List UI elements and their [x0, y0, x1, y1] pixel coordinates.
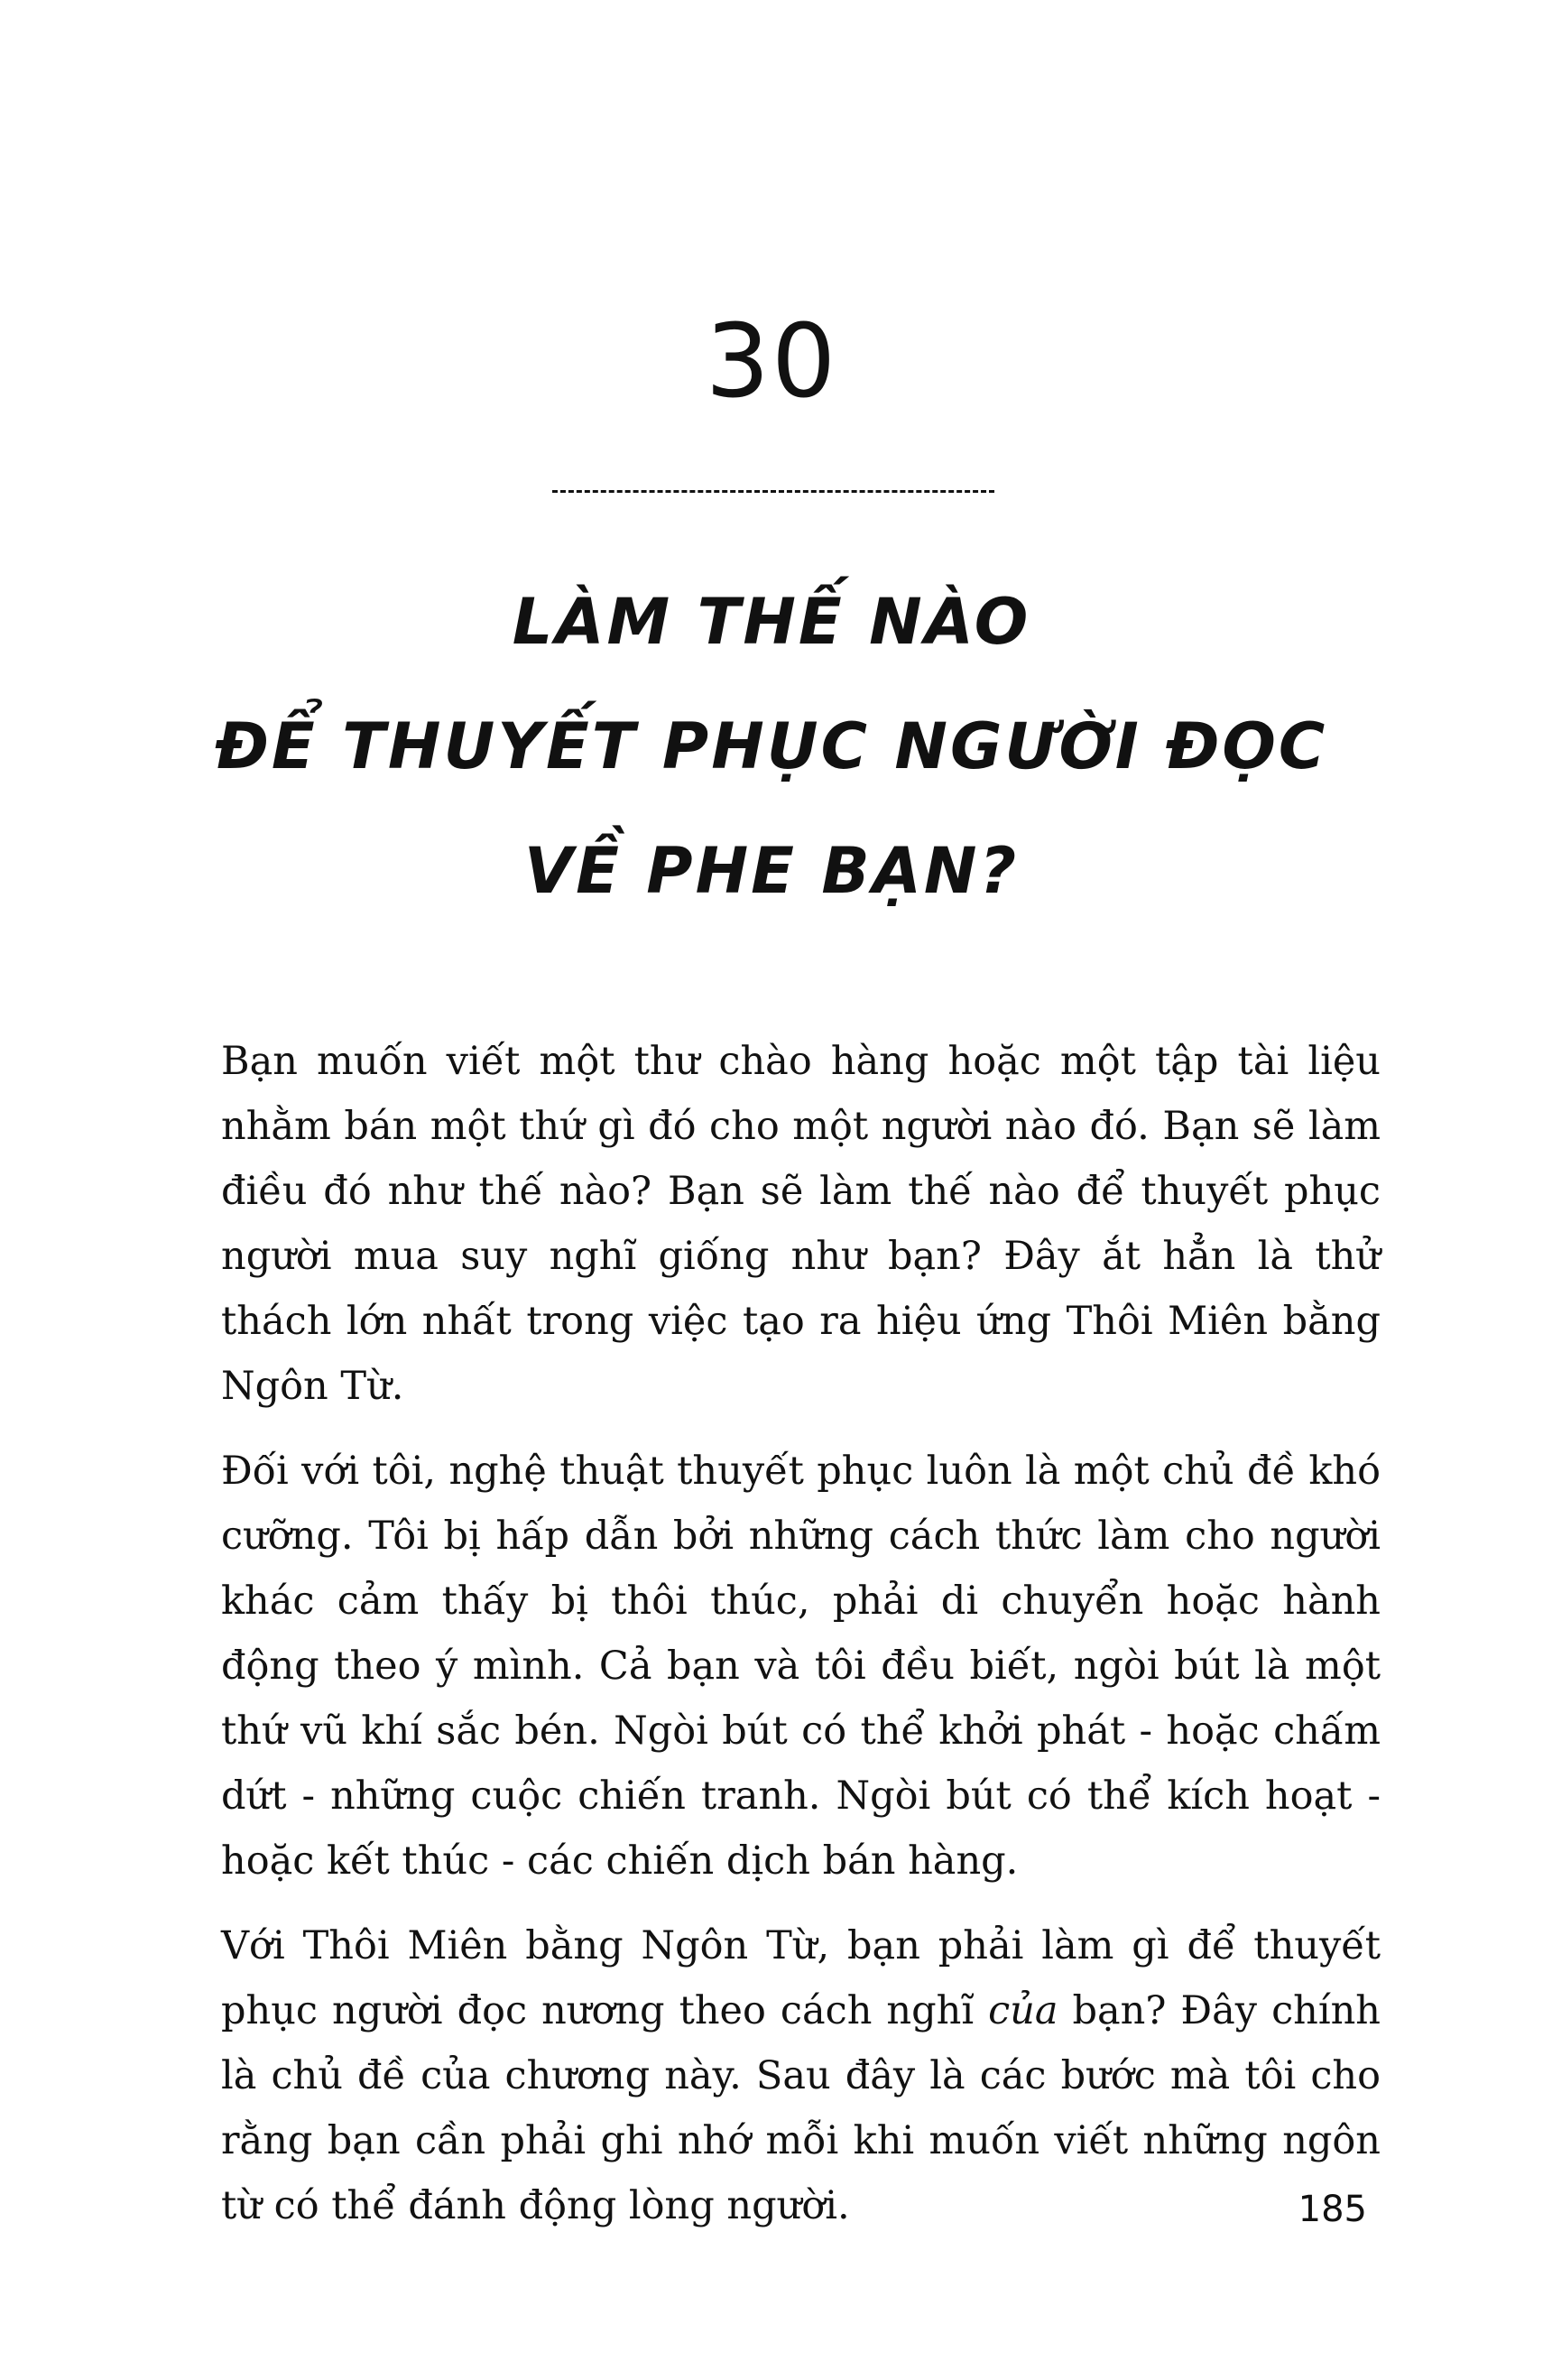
- page-number: 185: [1298, 2189, 1367, 2230]
- chapter-title-line: LÀM THẾ NÀO: [512, 585, 1031, 659]
- paragraph-text: bạn? Đây chính là chủ đề của chương này. Sau đây là các bước mà tôi cho rằng bạn cần phải ghi nhớ mỗi khi muốn viết những ngôn từ có thể đánh động lòng người.: [221, 1988, 1381, 2228]
- chapter-divider: [552, 490, 994, 493]
- body-text: [221, 1029, 1381, 2258]
- chapter-title-line: VỀ PHE BẠN?: [523, 834, 1020, 908]
- paragraph: [221, 1913, 1381, 2238]
- chapter-number: 30: [705, 303, 838, 421]
- chapter-title-line: ĐỂ THUYẾT PHỤC NGƯỜI ĐỌC: [215, 709, 1328, 783]
- emphasis-text: của: [988, 1988, 1058, 2033]
- chapter-title: [144, 560, 1399, 933]
- paragraph-text: Với Thôi Miên bằng Ngôn Từ, bạn phải làm gì để thuyết phục người đọc nương theo cách nghĩ: [221, 1923, 1381, 2033]
- paragraph: Đối với tôi, nghệ thuật thuyết phục luôn là một chủ đề khó cưỡng. Tôi bị hấp dẫn bởi những cách thức làm cho người khác cảm thấy bị thôi thúc, phải di chuyển hoặc hành động theo ý mình. Cả bạn và tôi đều biết, ngòi bút là một thứ vũ khí sắc bén. Ngòi bút có thể khởi phát - hoặc chấm dứt - những cuộc chiến tranh. Ngòi bút có thể kích hoạt - hoặc kết thúc - các chiến dịch bán hàng.: [221, 1449, 1381, 1884]
- paragraph: Bạn muốn viết một thư chào hàng hoặc một tập tài liệu nhằm bán một thứ gì đó cho một người nào đó. Bạn sẽ làm điều đó như thế nào? Bạn sẽ làm thế nào để thuyết phục người mua suy nghĩ giống như bạn? Đây ắt hẳn là thử thách lớn nhất trong việc tạo ra hiệu ứng Thôi Miên bằng Ngôn Từ.: [221, 1039, 1381, 1409]
